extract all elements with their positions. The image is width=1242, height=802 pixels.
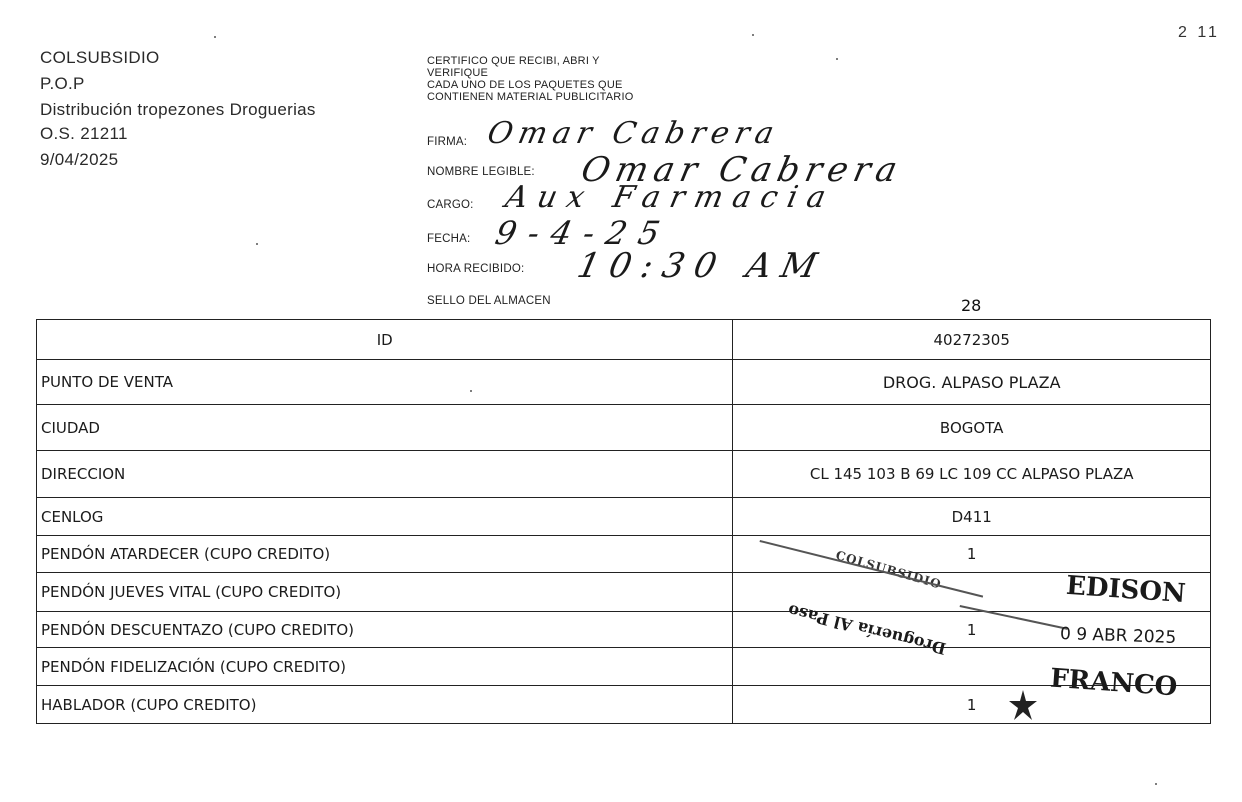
page-number: 28 — [961, 296, 982, 315]
sello-label: SELLO DEL ALMACEN — [427, 295, 551, 307]
table-row — [37, 451, 1211, 498]
row-value: 1 — [733, 536, 1211, 573]
table-row — [37, 536, 1211, 573]
row-label: CENLOG — [37, 498, 733, 536]
stamp-star-icon — [1008, 688, 1038, 722]
cargo-handwritten: Aux Farmacia — [502, 180, 839, 215]
pop-label: P.O.P — [40, 74, 85, 93]
firma-signature: Omar Cabrera — [484, 116, 783, 151]
row-value: BOGOTA — [733, 405, 1211, 451]
company-name: COLSUBSIDIO — [40, 48, 160, 67]
hora-handwritten: 10:30 AM — [573, 246, 831, 286]
table-row — [37, 573, 1211, 612]
row-value: 1 — [733, 686, 1211, 724]
table-row — [37, 648, 1211, 686]
table-row — [37, 320, 1211, 360]
table-row — [37, 405, 1211, 451]
scan-speck-icon — [1155, 783, 1157, 785]
scan-speck-icon — [214, 36, 216, 38]
stamp-date: 0 9 ABR 2025 — [1059, 623, 1177, 649]
certificate-line: CADA UNO DE LOS PAQUETES QUE — [427, 79, 623, 91]
stamp-rotated-store: Droguería Al Paso — [786, 600, 948, 659]
certificate-line: CONTIENEN MATERIAL PUBLICITARIO — [427, 91, 634, 103]
certificate-text — [427, 55, 633, 103]
cargo-label: CARGO: — [427, 199, 474, 211]
scan-speck-icon — [752, 34, 754, 36]
os-number: O.S. 21211 — [40, 124, 128, 143]
row-label: CIUDAD — [37, 405, 733, 451]
scan-speck-icon — [256, 243, 258, 245]
nombre-handwritten: Omar Cabrera — [577, 150, 907, 190]
table-row — [37, 360, 1211, 405]
row-value: CL 145 103 B 69 LC 109 CC ALPASO PLAZA — [733, 451, 1211, 498]
stamp-name-edison: EDISON — [1065, 570, 1187, 610]
row-label: PENDÓN JUEVES VITAL (CUPO CREDITO) — [37, 573, 733, 612]
scan-speck-icon — [836, 58, 838, 60]
row-value: D411 — [733, 498, 1211, 536]
fecha-handwritten: 9-4-25 — [491, 214, 676, 252]
table-row — [37, 498, 1211, 536]
row-value: 1 — [733, 612, 1211, 648]
row-label: HABLADOR (CUPO CREDITO) — [37, 686, 733, 724]
scan-speck-icon — [470, 390, 472, 392]
row-value-id: 40272305 — [733, 320, 1211, 360]
certificate-line: CERTIFICO QUE RECIBI, ABRI Y — [427, 55, 600, 67]
nombre-label: NOMBRE LEGIBLE: — [427, 166, 535, 178]
row-value: DROG. ALPASO PLAZA — [733, 360, 1211, 405]
firma-label: FIRMA: — [427, 136, 468, 148]
stamp-diagonal-text: COLSUBSIDIO — [834, 548, 944, 592]
row-label: PENDÓN FIDELIZACIÓN (CUPO CREDITO) — [37, 648, 733, 686]
distribution-title: Distribución tropezones Droguerias — [40, 100, 316, 119]
corner-mark: 2 11 — [1178, 24, 1220, 41]
row-label: PENDÓN ATARDECER (CUPO CREDITO) — [37, 536, 733, 573]
row-label-id: ID — [37, 320, 733, 360]
row-label: DIRECCION — [37, 451, 733, 498]
header-date: 9/04/2025 — [40, 150, 119, 169]
row-label: PENDÓN DESCUENTAZO (CUPO CREDITO) — [37, 612, 733, 648]
table-row — [37, 612, 1211, 648]
certificate-line: VERIFIQUE — [427, 67, 489, 79]
stamp-name-franco: FRANCO — [1049, 663, 1179, 703]
header-block — [40, 45, 316, 173]
fecha-label: FECHA: — [427, 233, 471, 245]
row-label: PUNTO DE VENTA — [37, 360, 733, 405]
delivery-table — [36, 319, 1211, 724]
hora-label: HORA RECIBIDO: — [427, 263, 525, 275]
